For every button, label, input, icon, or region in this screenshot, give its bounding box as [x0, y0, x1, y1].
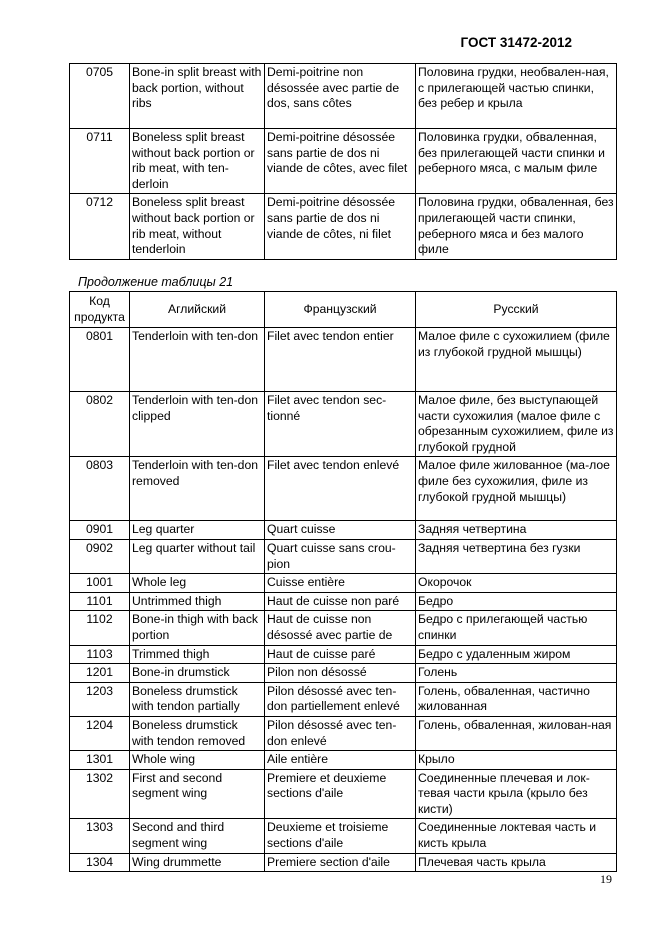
english-name-cell: Second and third segment wing: [130, 819, 265, 853]
english-name-cell: Tenderloin with ten-don clipped: [130, 392, 265, 457]
product-code-cell: 0711: [70, 129, 130, 194]
russian-name-cell: Бедро с удаленным жиром: [416, 645, 617, 664]
russian-name-cell: Бедро с прилегающей частью спинки: [416, 611, 617, 645]
english-name-cell: Boneless split breast without back portion or rib meat, without tenderloin: [130, 194, 265, 259]
russian-name-cell: Голень: [416, 664, 617, 683]
english-name-cell: First and second segment wing: [130, 769, 265, 819]
header-english: Аглийский: [130, 292, 265, 328]
english-name-cell: Bone-in thigh with back portion: [130, 611, 265, 645]
russian-name-cell: Соединенные плечевая и лок-тевая части крыла (крыло без кисти): [416, 769, 617, 819]
table-row: [70, 682, 617, 716]
product-code-cell: 0705: [70, 64, 130, 129]
product-code-cell: 1103: [70, 645, 130, 664]
table-row: [70, 328, 617, 392]
english-name-cell: Trimmed thigh: [130, 645, 265, 664]
product-code-cell: 1204: [70, 716, 130, 750]
product-code-cell: 1102: [70, 611, 130, 645]
english-name-cell: Leg quarter: [130, 521, 265, 540]
product-code-cell: 1203: [70, 682, 130, 716]
product-code-cell: 1301: [70, 751, 130, 770]
russian-name-cell: Голень, обваленная, частично жилованная: [416, 682, 617, 716]
table-row: [70, 769, 617, 819]
table-row: [70, 645, 617, 664]
product-code-cell: 1001: [70, 574, 130, 593]
table-row: [70, 853, 617, 872]
table-header: [70, 292, 617, 328]
english-name-cell: Boneless drumstick with tendon removed: [130, 716, 265, 750]
table-row: [70, 611, 617, 645]
english-name-cell: Boneless drumstick with tendon partially: [130, 682, 265, 716]
english-name-cell: Bone-in split breast with back portion, without ribs: [130, 64, 265, 129]
english-name-cell: Boneless split breast without back portion or rib meat, with ten-derloin: [130, 129, 265, 194]
english-name-cell: Leg quarter without tail: [130, 539, 265, 573]
french-name-cell: Demi-poitrine désossée sans partie de dos ni viande de côtes, ni filet: [265, 194, 416, 259]
document-standard-header: ГОСТ 31472-2012: [460, 35, 572, 50]
russian-name-cell: Окорочок: [416, 574, 617, 593]
russian-name-cell: Малое филе жилованное (ма-лое филе без сухожилия, филе из глубокой грудной мышцы): [416, 457, 617, 521]
french-name-cell: Pilon non désossé: [265, 664, 416, 683]
french-name-cell: Premiere section d'aile: [265, 853, 416, 872]
table-caption: Продолжение таблицы 21: [78, 275, 234, 289]
russian-name-cell: Половина грудки, обваленная, без прилегающей части спинки, реберного мяса и без малого филе: [416, 194, 617, 259]
english-name-cell: Wing drummette: [130, 853, 265, 872]
table-row: [70, 539, 617, 573]
product-code-cell: 0901: [70, 521, 130, 540]
french-name-cell: Quart cuisse: [265, 521, 416, 540]
product-code-cell: 1201: [70, 664, 130, 683]
french-name-cell: Filet avec tendon enlevé: [265, 457, 416, 521]
russian-name-cell: Половина грудки, необвален-ная, с прилегающей частью спинки, без ребер и крыла: [416, 64, 617, 129]
russian-name-cell: Бедро: [416, 592, 617, 611]
product-code-cell: 0803: [70, 457, 130, 521]
french-name-cell: Pilon désossé avec ten-don enlevé: [265, 716, 416, 750]
header-russian: Русский: [416, 292, 617, 328]
product-table-main: [69, 291, 617, 872]
table-row: [70, 592, 617, 611]
product-code-cell: 1304: [70, 853, 130, 872]
french-name-cell: Aile entière: [265, 751, 416, 770]
russian-name-cell: Крыло: [416, 751, 617, 770]
product-code-cell: 1303: [70, 819, 130, 853]
french-name-cell: Demi-poitrine désossée sans partie de dos ni viande de côtes, avec filet: [265, 129, 416, 194]
french-name-cell: Demi-poitrine non désossée avec partie de dos, sans côtes: [265, 64, 416, 129]
table-row: [70, 751, 617, 770]
english-name-cell: Tenderloin with ten-don removed: [130, 457, 265, 521]
product-code-cell: 1101: [70, 592, 130, 611]
table-row: [70, 457, 617, 521]
russian-name-cell: Половинка грудки, обваленная, без прилегающей части спинки и реберного мяса, с малым филе: [416, 129, 617, 194]
table-row: [70, 129, 617, 194]
table-row: [70, 64, 617, 129]
french-name-cell: Quart cuisse sans crou-pion: [265, 539, 416, 573]
product-code-cell: 0902: [70, 539, 130, 573]
french-name-cell: Cuisse entière: [265, 574, 416, 593]
french-name-cell: Filet avec tendon entier: [265, 328, 416, 392]
table-row: [70, 574, 617, 593]
table-row: [70, 194, 617, 259]
russian-name-cell: Соединенные локтевая часть и кисть крыла: [416, 819, 617, 853]
english-name-cell: Whole wing: [130, 751, 265, 770]
product-table-top: [69, 63, 617, 260]
russian-name-cell: Плечевая часть крыла: [416, 853, 617, 872]
table-row: [70, 392, 617, 457]
french-name-cell: Haut de cuisse non paré: [265, 592, 416, 611]
header-french: Французский: [265, 292, 416, 328]
product-code-cell: 0801: [70, 328, 130, 392]
table-row: [70, 664, 617, 683]
table-row: [70, 819, 617, 853]
french-name-cell: Pilon désossé avec ten-don partiellement enlevé: [265, 682, 416, 716]
english-name-cell: Tenderloin with ten-don: [130, 328, 265, 392]
english-name-cell: Whole leg: [130, 574, 265, 593]
table-row: [70, 716, 617, 750]
english-name-cell: Untrimmed thigh: [130, 592, 265, 611]
french-name-cell: Haut de cuisse paré: [265, 645, 416, 664]
russian-name-cell: Голень, обваленная, жилован-ная: [416, 716, 617, 750]
product-code-cell: 1302: [70, 769, 130, 819]
table-row: [70, 521, 617, 540]
header-code: Код продукта: [70, 292, 130, 328]
french-name-cell: Deuxieme et troisieme sections d'aile: [265, 819, 416, 853]
russian-name-cell: Задняя четвертина: [416, 521, 617, 540]
table-main-body: [70, 328, 617, 872]
russian-name-cell: Задняя четвертина без гузки: [416, 539, 617, 573]
page-number: 19: [600, 872, 612, 886]
english-name-cell: Bone-in drumstick: [130, 664, 265, 683]
product-code-cell: 0712: [70, 194, 130, 259]
french-name-cell: Haut de cuisse non désossé avec partie de: [265, 611, 416, 645]
french-name-cell: Filet avec tendon sec-tionné: [265, 392, 416, 457]
russian-name-cell: Малое филе, без выступающей части сухожилия (малое филе с обрезанным сухожилием, филе из глубокой грудной: [416, 392, 617, 457]
header-row: [70, 292, 617, 328]
french-name-cell: Premiere et deuxieme sections d'aile: [265, 769, 416, 819]
russian-name-cell: Малое филе с сухожилием (филе из глубокой грудной мышцы): [416, 328, 617, 392]
table-top-body: [70, 64, 617, 260]
product-code-cell: 0802: [70, 392, 130, 457]
